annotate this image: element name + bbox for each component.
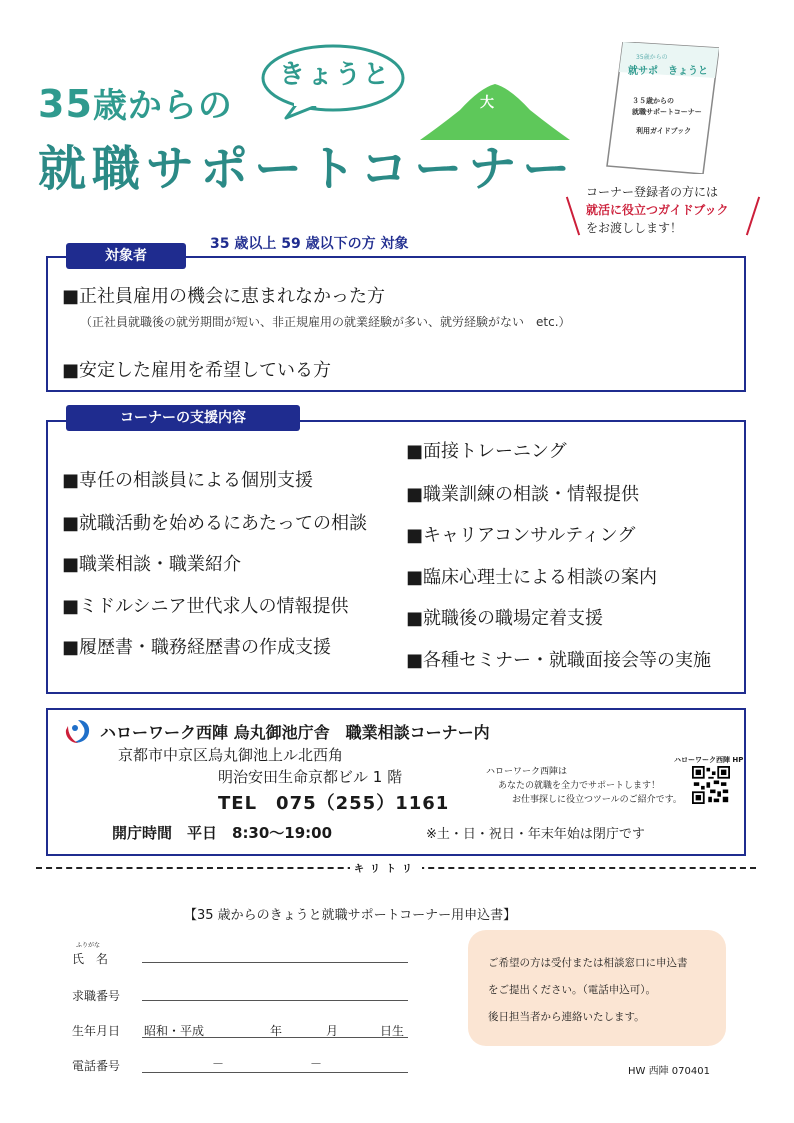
note-line-2: 就活に役立つガイドブック <box>586 203 729 217</box>
support-item-right-2: ■職業訓練の相談・情報提供 <box>406 484 640 505</box>
name-field[interactable] <box>142 962 408 963</box>
name-label: 氏 名 <box>72 952 109 966</box>
accent-slash-right <box>746 197 760 236</box>
support-tab: コーナーの支援内容 <box>66 405 300 431</box>
booklet-small-title: 35歳からの <box>636 54 668 61</box>
application-note-line-1: ご希望の方は受付または相談窓口に申込書 <box>488 957 688 969</box>
title-prefix-text: 歳からの <box>92 86 233 126</box>
target-item-1: ■正社員雇用の機会に恵まれなかった方 <box>62 286 386 307</box>
support-item-left-5: ■履歴書・職務経歴書の作成支援 <box>62 637 332 658</box>
application-note-line-3: 後日担当者から連絡いたします。 <box>488 1011 645 1023</box>
title-prefix-number: 35 <box>38 82 93 126</box>
accent-slash-left <box>566 197 580 236</box>
registration-note <box>586 183 728 237</box>
qr-code-icon[interactable] <box>692 766 730 804</box>
booklet-line-2: 就職サポートコーナー <box>632 108 702 116</box>
mountain-character: 大 <box>480 95 494 111</box>
support-item-right-6: ■各種セミナー・就職面接会等の実施 <box>406 650 712 671</box>
name-ruby: ふりがな <box>76 942 101 949</box>
footer-code: HW 西陣 070401 <box>628 1066 710 1077</box>
birthdate-month-unit: 月 <box>326 1024 339 1038</box>
phone-separator-2: － <box>310 1057 323 1071</box>
birthdate-era[interactable]: 昭和・平成 <box>144 1024 205 1038</box>
hw-note-line-2: あなたの就職を全力でサポートします！ <box>498 781 661 791</box>
office-name: ハローワーク西陣 烏丸御池庁舎 職業相談コーナー内 <box>100 723 490 742</box>
booklet-line-3: 利用ガイドブック <box>636 127 692 135</box>
application-note-line-2: をご提出ください。（電話申込可）。 <box>488 984 656 996</box>
target-tab: 対象者 <box>66 243 186 269</box>
opening-hours: 開庁時間 平日 8:30～19:00 <box>112 824 333 842</box>
job-number-label: 求職番号 <box>72 989 121 1003</box>
target-subheading: 35 歳以上 59 歳以下の方 対象 <box>210 236 409 252</box>
birthdate-day-unit: 日生 <box>380 1024 405 1038</box>
birthdate-label: 生年月日 <box>72 1024 121 1038</box>
support-item-left-1: ■専任の相談員による個別支援 <box>62 470 314 491</box>
support-item-left-3: ■職業相談・職業紹介 <box>62 554 242 575</box>
phone-label: 電話番号 <box>72 1059 121 1073</box>
bubble-text: きょうと <box>278 60 391 90</box>
address-line-2: 明治安田生命京都ビル 1 階 <box>218 768 403 786</box>
address-line-1: 京都市中京区烏丸御池上ル北西角 <box>118 746 344 764</box>
cut-label: キリトリ <box>350 860 422 875</box>
target-item-2: ■安定した雇用を希望している方 <box>62 360 332 381</box>
support-item-left-4: ■ミドルシニア世代求人の情報提供 <box>62 596 349 617</box>
phone-separator-1: － <box>212 1057 225 1071</box>
booklet-cover-title: 就サポ きょうと <box>628 66 708 77</box>
note-line-3: をお渡しします！ <box>586 221 683 235</box>
hw-note-line-1: ハローワーク西陣は <box>486 767 568 777</box>
qr-label: ハローワーク西陣 HP <box>674 756 744 764</box>
support-item-left-2: ■就職活動を始めるにあたっての相談 <box>62 513 368 534</box>
phone-number: TEL 075（255）1161 <box>218 793 450 814</box>
hw-note-line-3: お仕事探しに役立つツールのご紹介です。 <box>512 795 682 805</box>
application-note <box>488 950 688 1031</box>
booklet-line-1: ３５歳からの <box>632 97 674 105</box>
title-prefix <box>38 78 233 127</box>
hellowork-note <box>486 765 682 807</box>
support-item-right-3: ■キャリアコンサルティング <box>406 525 636 546</box>
birthdate-field[interactable] <box>142 1037 408 1038</box>
birthdate-year-unit: 年 <box>270 1024 283 1038</box>
phone-field[interactable] <box>142 1072 408 1073</box>
closed-days-note: ※土・日・祝日・年末年始は閉庁です <box>426 827 645 842</box>
form-title: 【35 歳からのきょうと就職サポートコーナー用申込書】 <box>184 908 517 923</box>
support-item-right-4: ■臨床心理士による相談の案内 <box>406 567 658 588</box>
hellowork-logo-icon <box>62 716 94 748</box>
page-title: 就職サポートコーナー <box>38 141 577 197</box>
support-item-right-5: ■就職後の職場定着支援 <box>406 608 604 629</box>
job-number-field[interactable] <box>142 1000 408 1001</box>
support-item-right-1: ■面接トレーニング <box>406 441 567 462</box>
booklet-body-text <box>632 96 702 118</box>
note-line-1: コーナー登録者の方には <box>586 185 719 199</box>
target-item-1-note: （正社員就職後の就労期間が短い、非正規雇用の就業経験が多い、就労経験がない etc.） <box>80 315 571 329</box>
